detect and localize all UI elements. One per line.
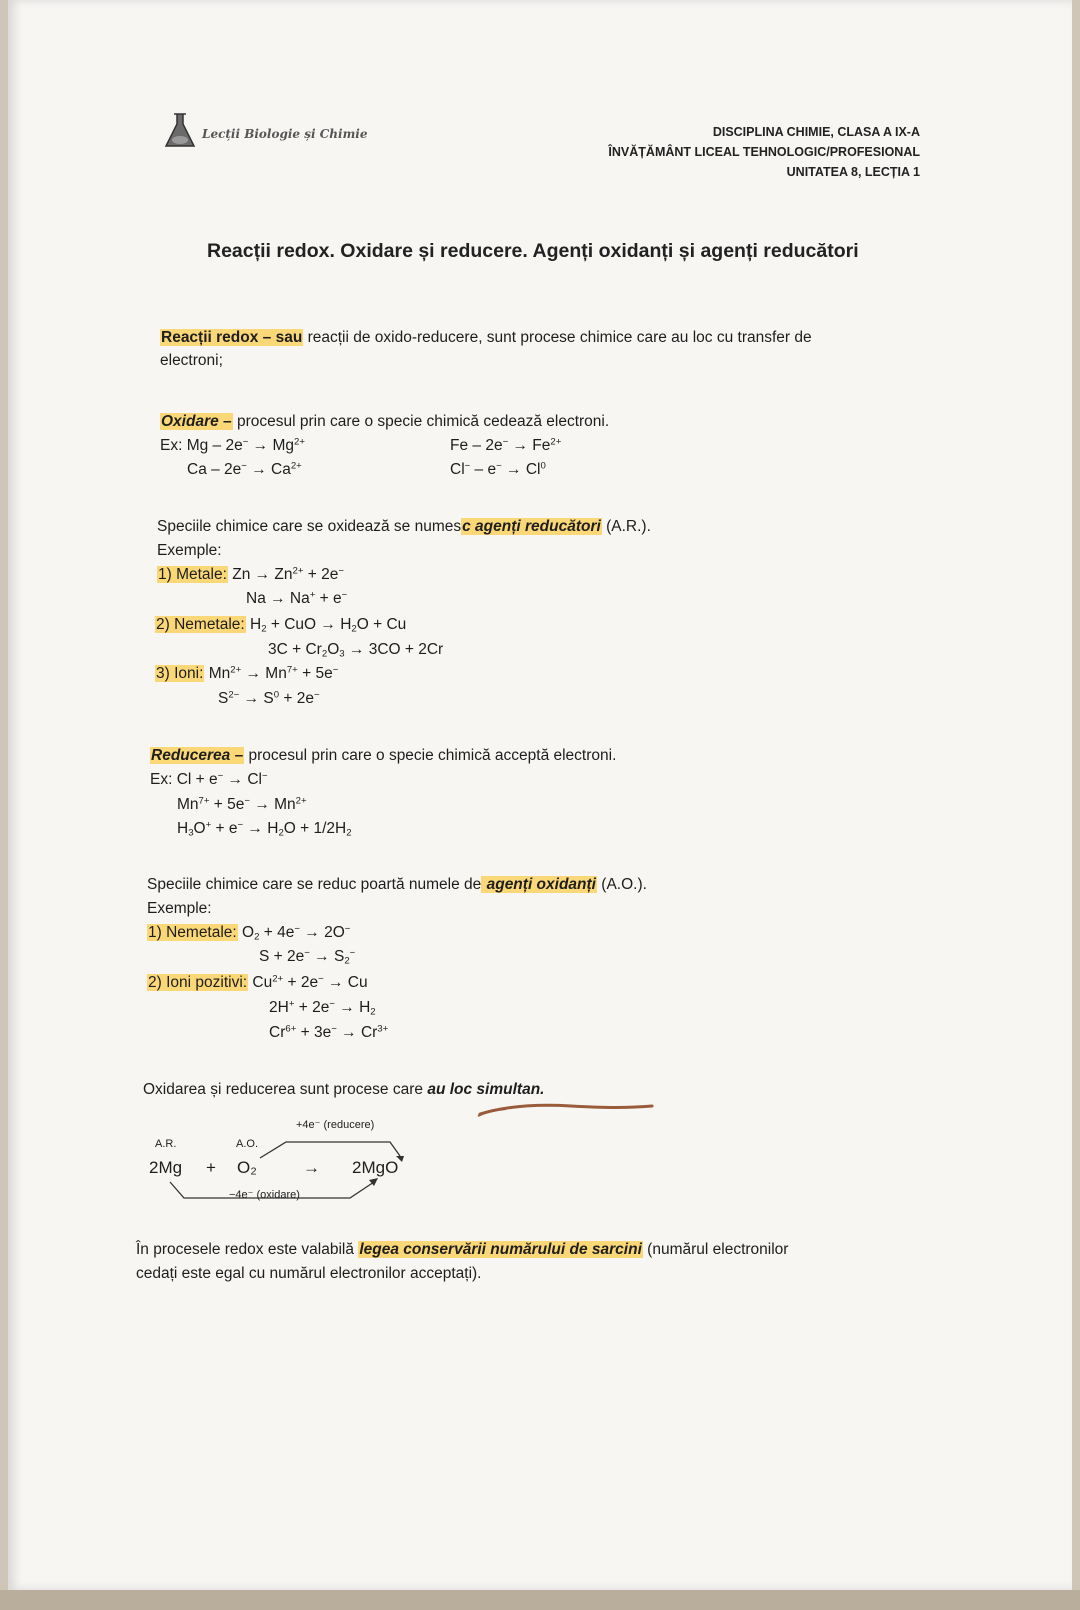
oxidare-ex-1: Ex: $Mg - 2e^- \to Mg^{2+}$ — [160, 436, 305, 454]
electron-transfer-arrows — [150, 1130, 410, 1210]
conservation-term: legea conservării numărului de sarcini — [359, 1241, 642, 1258]
diagram-ar: A.R. — [155, 1138, 177, 1150]
conservation-sentence — [136, 1241, 788, 1259]
redox-term: Reacții redox – sau — [161, 329, 303, 346]
diagram-mgo: 2MgO — [352, 1158, 399, 1177]
ao-nemetale-row-2: $S + 2e^- \to S_2^-$ — [259, 947, 356, 967]
ar-metale-row-2: Na → Na+ + e− — [246, 589, 348, 607]
oxidare-ex-4: $Cl^- - e^- \to Cl^0$ — [450, 460, 546, 478]
redox-def-line2: electroni; — [160, 352, 223, 369]
diagram-plus: + — [206, 1158, 216, 1177]
ar-nemetale-row-2: $3C + Cr_2O_3 \to 3CO + 2Cr$ — [268, 641, 444, 660]
ao-before: Speciile chimice care se reduc poartă numele de — [147, 876, 482, 893]
ar-sentence — [157, 518, 651, 536]
ar-ioni-row: 3) Ioni: $Mn^{2+} \to Mn^{7+} + 5e^-$ — [156, 664, 339, 682]
ao-cat-ioni: 2) Ioni pozitivi: — [148, 974, 248, 991]
header-info — [608, 122, 920, 182]
ar-before: Speciile chimice care se oxidează se numes — [157, 518, 462, 535]
diagram-o2: O₂ — [237, 1158, 257, 1177]
header-line-2: ÎNVĂȚĂMÂNT LICEAL TEHNOLOGIC/PROFESIONAL — [608, 145, 920, 159]
ao-nemetale-row: 1) Nemetale: $O_2 + 4e^- \to 2O^-$ — [148, 923, 351, 943]
reducere-definition — [150, 747, 616, 765]
ao-sentence — [147, 876, 647, 894]
flask-logo-icon — [162, 112, 198, 150]
reducere-ex-2: $Mn^{7+} + 5e^- \to Mn^{2+}$ — [177, 795, 307, 813]
ao-term: agenți oxidanți — [482, 876, 596, 893]
reducere-ex-3: $H_3O^+ + e^- \to H_2O + 1/2H_2$ — [177, 819, 352, 839]
document-page — [8, 0, 1072, 1590]
reducere-term: Reducerea – — [151, 747, 244, 764]
simultan-term: au loc simultan. — [427, 1081, 545, 1098]
reducere-ex-1: Ex: Cl + e− → Cl− — [150, 770, 268, 788]
ar-metale-row: 1) Metale: $Zn \to Zn^{2+} + 2e^-$ — [158, 565, 344, 583]
ar-nemetale-row: 2) Nemetale: $H_2$ + CuO → $H_2O + Cu$ — [156, 616, 407, 635]
oxidare-term: Oxidare – — [161, 413, 232, 430]
diagram-ao: A.O. — [236, 1138, 259, 1150]
ao-exemple-label: Exemple: — [147, 900, 212, 917]
ex-label: Ex: — [160, 437, 183, 454]
logo-text: Lecții Biologie și Chimie — [202, 127, 368, 141]
reducere-def: procesul prin care o specie chimică acceptă electroni. — [244, 747, 617, 764]
redox-definition — [160, 329, 812, 347]
conservation-line2: cedați este egal cu numărul electronilor acceptați). — [136, 1265, 482, 1282]
diagram-top-label: +4e⁻ (reducere) — [296, 1119, 375, 1131]
ao-after: (A.O.). — [596, 876, 647, 893]
oxidare-ex-2: $Ca - 2e^- \to Ca^{2+}$ — [187, 460, 302, 478]
ar-cat-ioni: 3) Ioni: — [156, 665, 204, 682]
ar-exemple-label: Exemple: — [157, 542, 222, 559]
diagram-bottom-label: −4e⁻ (oxidare) — [229, 1189, 300, 1201]
handwritten-underline — [476, 1100, 656, 1120]
diagram-arrow: → — [303, 1158, 320, 1177]
page-title: Reacții redox. Oxidare și reducere. Agenți oxidanți și agenți reducători — [207, 240, 859, 262]
conservation-before: În procesele redox este valabilă — [136, 1241, 359, 1258]
ar-cat-metale: 1) Metale: — [158, 566, 227, 583]
header-line-3: UNITATEA 8, LECȚIA 1 — [786, 165, 920, 179]
redox-def-line1: reacții de oxido-reducere, sunt procese chimice care au loc cu transfer de — [303, 329, 812, 346]
page-bottom-edge — [0, 1590, 1080, 1610]
ar-cat-nemetale: 2) Nemetale: — [156, 616, 245, 633]
oxidare-ex-3: $Fe - 2e^- \to Fe^{2+}$ — [450, 436, 562, 454]
ao-ioni-row-2: $2H^+ + 2e^- \to H_2$ — [269, 998, 376, 1018]
ar-ioni-row-2: $S^{2-} \to S^0 + 2e^-$ — [218, 689, 320, 707]
ex-label: Ex: — [150, 771, 173, 788]
ar-after: (A.R.). — [601, 518, 651, 535]
conservation-after: (numărul electronilor — [642, 1241, 789, 1258]
oxidare-definition — [160, 413, 609, 431]
oxidare-def: procesul prin care o specie chimică cedează electroni. — [232, 413, 610, 430]
ar-term: c agenți reducători — [462, 518, 601, 535]
ao-ioni-row-3: $Cr^{6+} + 3e^- \to Cr^{3+}$ — [269, 1023, 389, 1041]
diagram-mg: 2Mg — [149, 1158, 183, 1177]
simultan-sentence — [143, 1081, 544, 1099]
header-line-1: DISCIPLINA CHIMIE, CLASA A IX-A — [712, 125, 920, 139]
ao-ioni-row: 2) Ioni pozitivi: $Cu^{2+} + 2e^- \to Cu$ — [148, 973, 368, 991]
ao-cat-nemetale: 1) Nemetale: — [148, 924, 237, 941]
simultan-before: Oxidarea și reducerea sunt procese care — [143, 1081, 428, 1098]
